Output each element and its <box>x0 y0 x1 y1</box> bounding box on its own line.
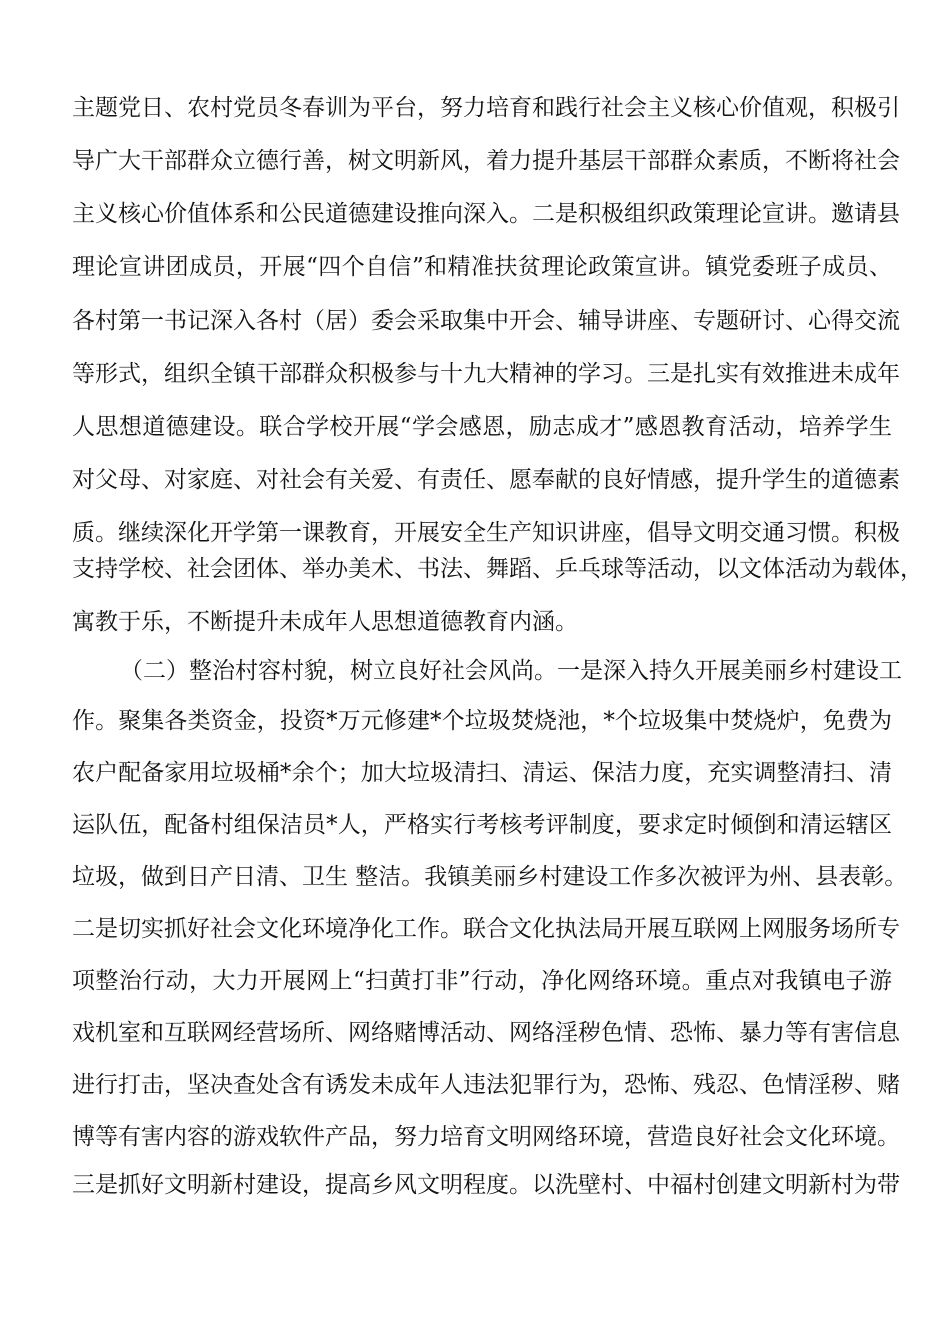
body-text-line: 寓教于乐，不断提升未成年人思想道德教育内涵。 <box>72 609 578 635</box>
body-text-line: 进行打击，坚决查处含有诱发未成年人违法犯罪行为，恐怖、残忍、色情淫秽、赌 <box>72 1072 900 1098</box>
body-text-line: 项整治行动，大力开展网上“扫黄打非”行动，净化网络环境。重点对我镇电子游 <box>72 968 892 994</box>
section-heading-line: （二）整治村容村貌，树立良好社会风尚。一是深入持久开展美丽乡村建设工 <box>120 658 902 684</box>
body-text-line: 人思想道德建设。联合学校开展“学会感恩，励志成才”感恩教育活动，培养学生 <box>72 414 892 440</box>
body-text-line: 主题党日、农村党员冬春训为平台，努力培育和践行社会主义核心价值观，积极引 <box>72 95 900 121</box>
body-text-line: 二是切实抓好社会文化环境净化工作。联合文化执法局开展互联网上网服务场所专 <box>72 916 900 942</box>
body-text-line: 三是抓好文明新村建设，提高乡风文明程度。以洗壁村、中福村创建文明新村为带 <box>72 1172 900 1198</box>
body-text-line: 对父母、对家庭、对社会有关爱、有责任、愿奉献的良好情感，提升学生的道德素 <box>72 467 900 493</box>
body-text-line: 支持学校、社会团体、举办美术、书法、舞蹈、乒乓球等活动，以文体活动为载体， <box>72 556 923 582</box>
body-text-line: 农户配备家用垃圾桶*余个；加大垃圾清扫、清运、保洁力度，充实调整清扫、清 <box>72 760 892 786</box>
body-text-line: 理论宣讲团成员，开展“四个自信”和精准扶贫理论政策宣讲。镇党委班子成员、 <box>72 254 892 280</box>
body-text-line: 导广大干部群众立德行善，树文明新风，着力提升基层干部群众素质，不断将社会 <box>72 148 900 174</box>
body-text-line: 戏机室和互联网经营场所、网络赌博活动、网络淫秽色情、恐怖、暴力等有害信息 <box>72 1020 900 1046</box>
body-text-line: 等形式，组织全镇干部群众积极参与十九大精神的学习。三是扎实有效推进未成年 <box>72 361 900 387</box>
body-text-line: 主义核心价值体系和公民道德建设推向深入。二是积极组织政策理论宣讲。邀请县 <box>72 201 900 227</box>
body-text-line: 博等有害内容的游戏软件产品，努力培育文明网络环境，营造良好社会文化环境。 <box>72 1124 900 1150</box>
body-text-line: 各村第一书记深入各村（居）委会采取集中开会、辅导讲座、专题研讨、心得交流 <box>72 308 900 334</box>
body-text-line: 质。继续深化开学第一课教育，开展安全生产知识讲座，倡导文明交通习惯。积极 <box>72 520 900 546</box>
body-text-line: 垃圾，做到日产日清、卫生 整洁。我镇美丽乡村建设工作多次被评为州、县表彰。 <box>72 864 908 890</box>
body-text-line: 运队伍，配备村组保洁员*人，严格实行考核考评制度，要求定时倾倒和清运辖区 <box>72 812 892 838</box>
body-text-line: 作。聚集各类资金，投资*万元修建*个垃圾焚烧池，*个垃圾集中焚烧炉，免费为 <box>72 708 892 734</box>
